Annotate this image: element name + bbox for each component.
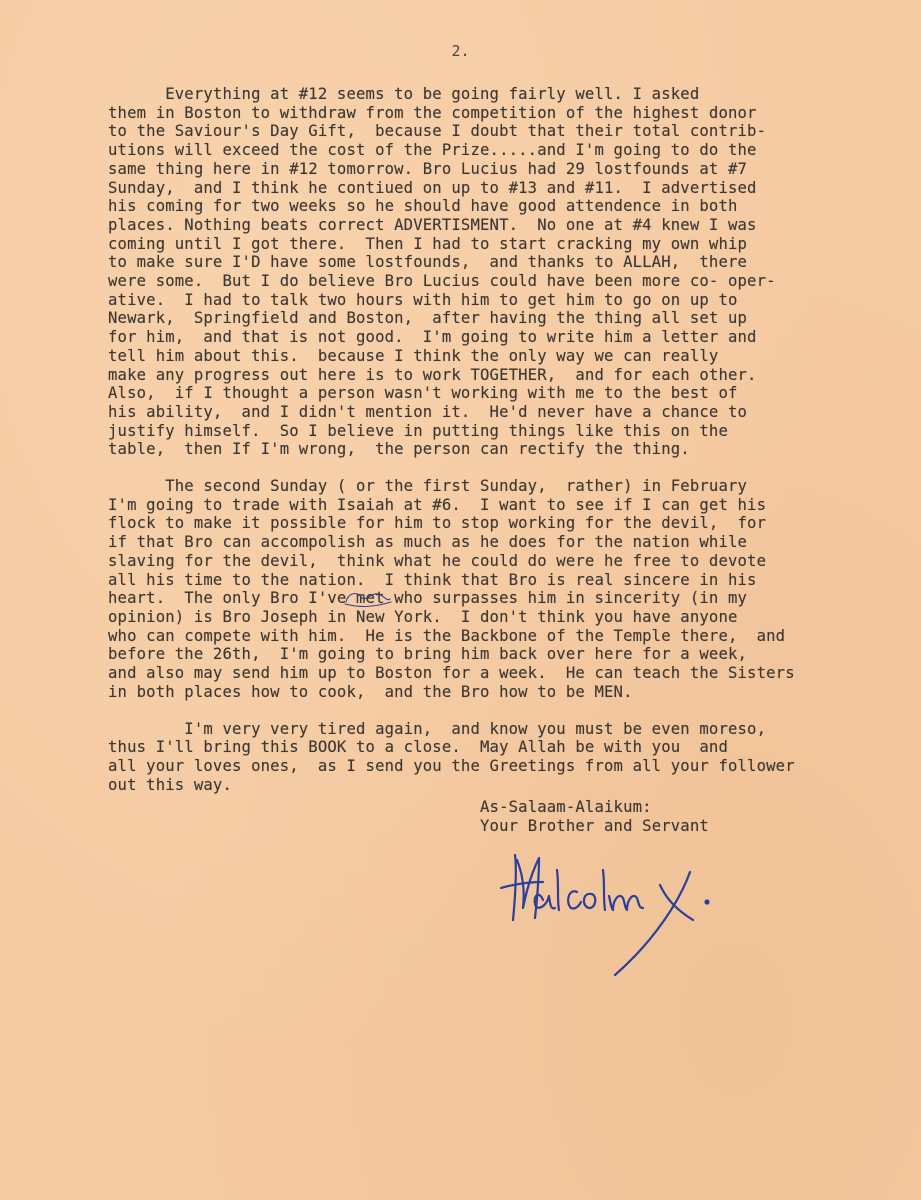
text-line: Everything at #12 seems to be going fairly well. I asked bbox=[108, 85, 700, 103]
text-line: opinion) is Bro Joseph in New York. I don't think you have anyone bbox=[108, 607, 738, 626]
text-line: thus I'll bring this BOOK to a close. May Allah be with you and bbox=[108, 738, 728, 757]
letter-body bbox=[108, 85, 903, 812]
text-line: tell him about this. because I think the only way we can really bbox=[108, 346, 719, 365]
text-line: I'm very very tired again, and know you must be even moreso, bbox=[108, 719, 767, 738]
signature bbox=[495, 830, 745, 980]
text-line: slaving for the devil, think what he could do were he free to devote bbox=[108, 551, 767, 570]
text-line: all his time to the nation. I think that Bro is real sincere in his bbox=[108, 570, 757, 589]
text-line: if that Bro can accompolish as much as he does for the nation while bbox=[108, 533, 748, 552]
text-line: who can compete with him. He is the Backbone of the Temple there, and bbox=[108, 626, 786, 645]
paragraph-1 bbox=[108, 85, 903, 459]
text-line: before the 26th, I'm going to bring him back over here for a week, bbox=[108, 645, 748, 664]
text-line: make any progress out here is to work TOGETHER, and for each other. bbox=[108, 365, 757, 384]
text-line: flock to make it possible for him to stop working for the devil, for bbox=[108, 514, 767, 533]
handwritten-note bbox=[343, 587, 393, 609]
text-line: all your loves ones, as I send you the Greetings from all your follower bbox=[108, 756, 795, 775]
text-line: I'm going to trade with Isaiah at #6. I want to see if I can get his bbox=[108, 495, 767, 514]
text-line: to the Saviour's Day Gift, because I doubt that their total contrib- bbox=[108, 122, 767, 141]
text-line: coming until I got there. Then I had to start cracking my own whip bbox=[108, 234, 748, 253]
text-line: Also, if I thought a person wasn't working with me to the best of bbox=[108, 384, 738, 403]
text-line: them in Boston to withdraw from the competition of the highest donor bbox=[108, 103, 757, 122]
text-line: for him, and that is not good. I'm going to write him a letter and bbox=[108, 328, 757, 347]
text-line: were some. But I do believe Bro Lucius could have been more co- oper- bbox=[108, 272, 776, 291]
text-line: table, then If I'm wrong, the person can rectify the thing. bbox=[108, 440, 690, 459]
text-line: heart. The only Bro I've met who surpasses him in sincerity (in my bbox=[108, 589, 748, 608]
text-line: places. Nothing beats correct ADVERTISMENT. No one at #4 knew I was bbox=[108, 215, 757, 234]
text-line: his ability, and I didn't mention it. He'd never have a chance to bbox=[108, 402, 748, 421]
text-line: justify himself. So I believe in putting things like this on the bbox=[108, 421, 728, 440]
text-line: same thing here in #12 tomorrow. Bro Lucius had 29 lostfounds at #7 bbox=[108, 159, 748, 178]
text-line: out this way. bbox=[108, 775, 232, 794]
text-line: his coming for two weeks so he should have good attendence in both bbox=[108, 197, 738, 216]
paragraph-2 bbox=[108, 477, 903, 701]
page-number: 2. bbox=[451, 42, 470, 60]
text-line: Sunday, and I think he contiued on up to #13 and #11. I advertised bbox=[108, 178, 757, 197]
text-line: to make sure I'D have some lostfounds, and thanks to ALLAH, there bbox=[108, 253, 748, 272]
text-line: ative. I had to talk two hours with him to get him to go on up to bbox=[108, 290, 738, 309]
salutation: As-Salaam-Alaikum: bbox=[480, 798, 652, 816]
paragraph-3 bbox=[108, 720, 903, 795]
valediction: Your Brother and Servant bbox=[480, 816, 709, 835]
text-line: The second Sunday ( or the first Sunday, rather) in February bbox=[108, 477, 748, 496]
text-line: in both places how to cook, and the Bro how to be MEN. bbox=[108, 682, 633, 701]
text-line: utions will exceed the cost of the Prize.....and I'm going to do the bbox=[108, 141, 757, 160]
text-line: and also may send him up to Boston for a week. He can teach the Sisters bbox=[108, 664, 795, 683]
text-line: Newark, Springfield and Boston, after having the thing all set up bbox=[108, 309, 748, 328]
